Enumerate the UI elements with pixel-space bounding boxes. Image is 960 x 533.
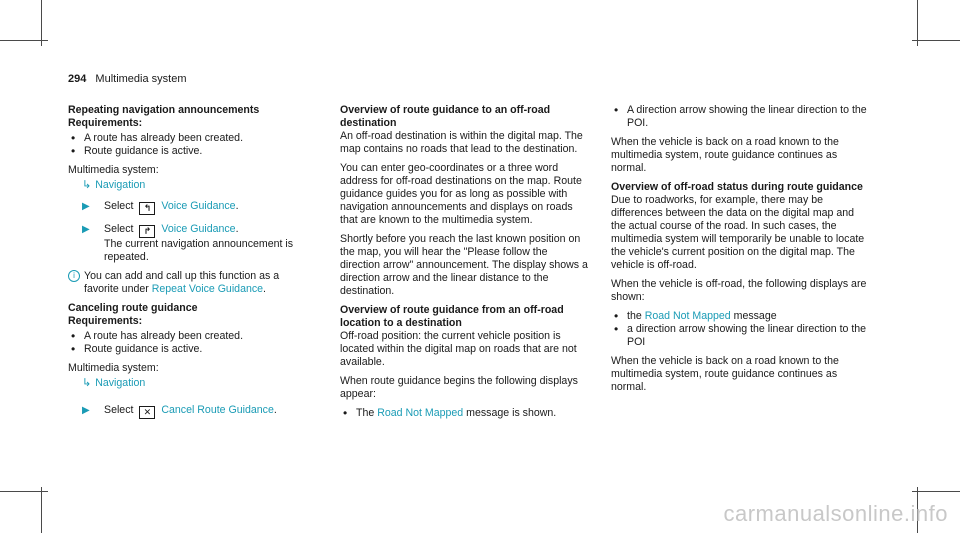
column-2 — [340, 104, 590, 426]
section-title: Multimedia system — [95, 73, 187, 85]
list-text: the — [627, 310, 642, 322]
paragraph: Off-road position: the current vehicle position is located within the digital map on roads that are not available. — [340, 330, 577, 368]
step-text: . — [235, 223, 239, 235]
note-text: You can add and call up this function as a favorite under — [84, 270, 280, 295]
menu-navigation[interactable]: Navigation — [95, 179, 146, 191]
repeat-voice-guidance-link[interactable]: Repeat Voice Guidance — [151, 283, 264, 295]
menu-arrow-icon: ↳ — [82, 179, 92, 191]
menu-path — [68, 377, 308, 390]
road-not-mapped-text: Road Not Mapped — [644, 310, 731, 322]
paragraph: An off-road destination is within the digital map. The map contains no roads that lead to the destination. — [340, 130, 583, 155]
note-text: . — [263, 283, 266, 295]
requirements-list — [68, 330, 308, 356]
heading-offroad-location: Overview of route guidance from an off-road location to a destination — [340, 304, 564, 329]
requirements-label: Requirements: — [68, 117, 143, 129]
step-triangle-icon: ▶ — [82, 201, 90, 212]
heading-offroad-destination: Overview of route guidance to an off-road destination — [340, 104, 551, 129]
paragraph: When route guidance begins the following displays appear: — [340, 375, 578, 400]
crop-mark — [41, 487, 42, 533]
list-item — [340, 407, 590, 420]
list-item: • Route guidance is active. — [68, 343, 308, 356]
voice-guidance-link[interactable]: Voice Guidance — [161, 200, 236, 212]
list-item — [611, 310, 871, 323]
list-item: • Route guidance is active. — [68, 145, 308, 158]
heading-cancel-guidance: Canceling route guidance — [68, 302, 198, 314]
step-text: Select — [104, 200, 134, 212]
paragraph: When the vehicle is back on a road known to the multimedia system, route guidance continues as normal. — [611, 136, 839, 174]
info-icon: i — [68, 270, 80, 282]
step-text: Select — [104, 223, 134, 235]
display-list — [611, 310, 871, 349]
step-text: Select — [104, 404, 134, 416]
list-item: • A route has already been created. — [68, 330, 308, 343]
page-number: 294 — [68, 73, 87, 85]
watermark: carmanualsonline.info — [723, 501, 948, 526]
step-triangle-icon: ▶ — [82, 224, 90, 235]
list-item: • a direction arrow showing the linear direction to the POI — [611, 323, 871, 349]
note — [68, 270, 308, 296]
paragraph: Shortly before you reach the last known position on the map, you will hear the "Please follow the direction arrow" announcement. The display shows a direction arrow and the linear distance to the destination. — [340, 233, 588, 297]
heading-offroad-status: Overview of off-road status during route guidance — [611, 181, 863, 193]
voice-guidance-link[interactable]: Voice Guidance — [161, 223, 236, 235]
paragraph: Due to roadworks, for example, there may be differences between the data on the digital map and the actual course of the road. In such cases, the multimedia system will temporarily be unable to locate the vehicle's current position on the digital map. The vehicle is off-road. — [611, 194, 865, 271]
step — [68, 200, 308, 215]
step-triangle-icon: ▶ — [82, 405, 90, 416]
menu-label: Multimedia system: — [68, 362, 159, 374]
voice-guidance-off-icon: ↱ — [139, 225, 155, 238]
step-description: The current navigation announcement is repeated. — [104, 238, 294, 263]
column-3 — [611, 104, 871, 400]
page-header — [68, 73, 187, 85]
road-not-mapped-text: Road Not Mapped — [377, 407, 464, 419]
cancel-icon: ✕ — [139, 406, 155, 419]
crop-mark — [0, 40, 48, 41]
paragraph: When the vehicle is off-road, the following displays are shown: — [611, 278, 867, 303]
list-text: message — [733, 310, 777, 322]
step-text: . — [273, 404, 277, 416]
requirements-list — [68, 132, 308, 158]
paragraph: You can enter geo-coordinates or a three word address for off-road destinations on the map. Route guidance guides you for as long as possible with navigation announcements and displays on roads that are known to the multimedia system. — [340, 162, 582, 226]
menu-label: Multimedia system: — [68, 164, 159, 176]
step-text: . — [235, 200, 239, 212]
list-text: message is shown. — [466, 407, 557, 419]
heading-repeat-announcements: Repeating navigation announcements — [68, 104, 260, 116]
voice-guidance-icon: ↰ — [139, 202, 155, 215]
crop-mark — [912, 491, 960, 492]
menu-arrow-icon: ↳ — [82, 377, 92, 389]
menu-navigation[interactable]: Navigation — [95, 377, 146, 389]
display-list — [611, 104, 871, 130]
menu-path — [68, 179, 308, 192]
list-item: • A route has already been created. — [68, 132, 308, 145]
crop-mark — [912, 40, 960, 41]
step — [68, 223, 308, 264]
cancel-route-guidance-link[interactable]: Cancel Route Guidance — [161, 404, 274, 416]
crop-mark — [0, 491, 48, 492]
column-1 — [68, 104, 308, 425]
requirements-label: Requirements: — [68, 315, 143, 327]
paragraph: When the vehicle is back on a road known to the multimedia system, route guidance continues as normal. — [611, 355, 839, 393]
step — [68, 404, 308, 419]
list-item: • A direction arrow showing the linear direction to the POI. — [611, 104, 871, 130]
display-list — [340, 407, 590, 420]
list-text: The — [356, 407, 375, 419]
